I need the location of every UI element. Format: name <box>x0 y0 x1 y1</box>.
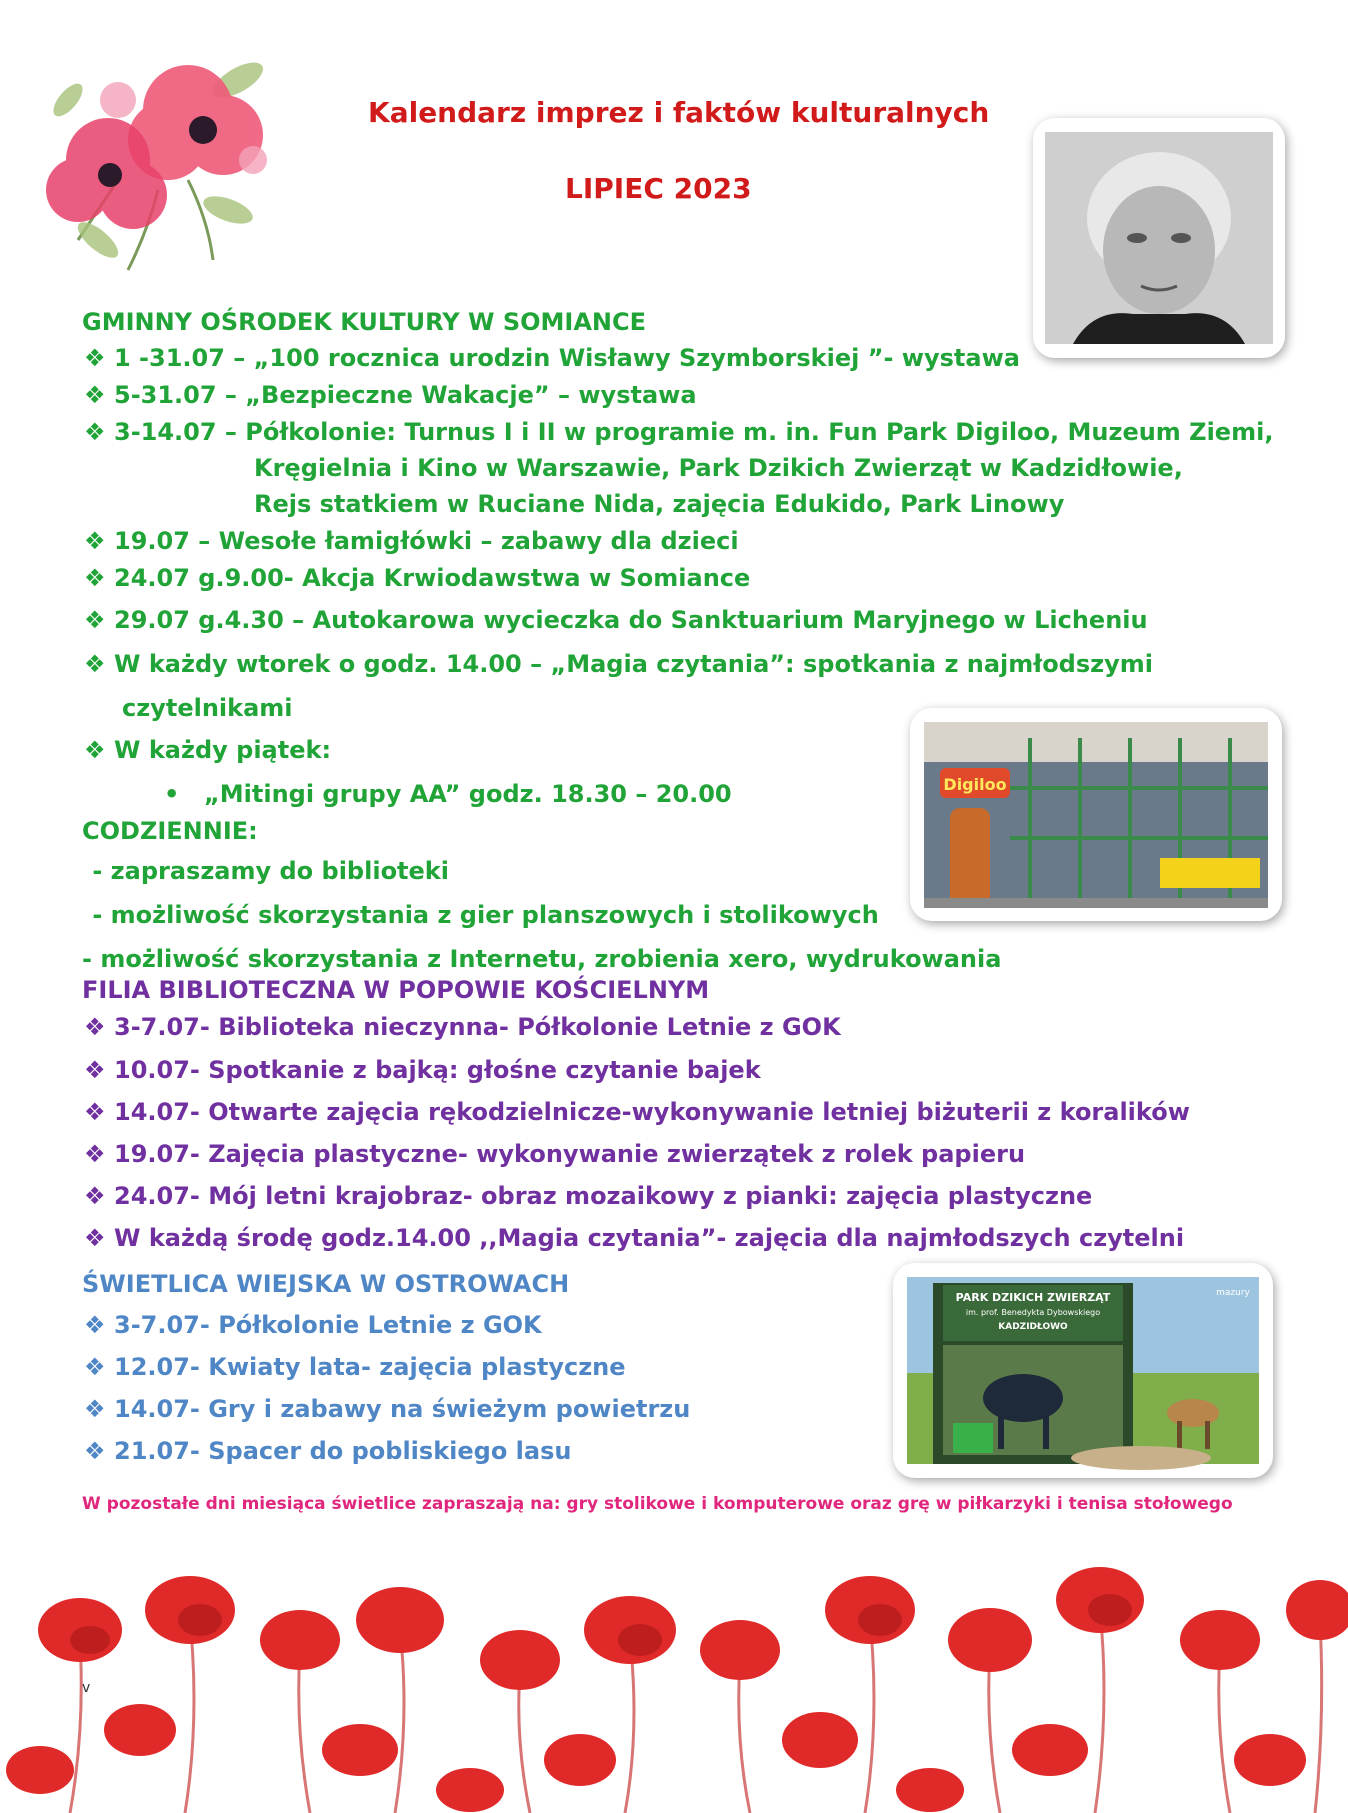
list-item: ❖ W każdy wtorek o godz. 14.00 – „Magia czytania”: spotkania z najmłodszymi <box>84 650 1153 678</box>
portrait-photo <box>1033 118 1285 358</box>
diamond-bullet-icon: ❖ <box>84 1224 106 1252</box>
list-item-continuation: Kręgielnia i Kino w Warszawie, Park Dzikich Zwierząt w Kadzidłowie, <box>254 454 1183 482</box>
list-item-continuation: Rejs statkiem w Ruciane Nida, zajęcia Edukido, Park Linowy <box>254 490 1065 518</box>
diamond-bullet-icon: ❖ <box>84 1182 106 1210</box>
page-subtitle: LIPIEC 2023 <box>565 172 752 205</box>
park-sign-title: PARK DZIKICH ZWIERZĄT <box>955 1291 1111 1304</box>
diamond-bullet-icon: ❖ <box>84 344 106 372</box>
list-item: - możliwość skorzystania z Internetu, zrobienia xero, wydrukowania <box>82 945 1002 973</box>
list-item: ❖ 19.07 – Wesołe łamigłówki – zabawy dla dzieci <box>84 527 739 555</box>
footer-note: W pozostałe dni miesiąca świetlice zapraszają na: gry stolikowe i komputerowe oraz grę w piłkarzyki i tenisa stołowego <box>82 1494 1233 1514</box>
diamond-bullet-icon: ❖ <box>84 418 106 446</box>
diamond-bullet-icon: ❖ <box>84 1311 106 1339</box>
diamond-bullet-icon: ❖ <box>84 527 106 555</box>
list-item: ❖ 3-14.07 – Półkolonie: Turnus I i II w programie m. in. Fun Park Digiloo, Muzeum Ziemi, <box>84 418 1274 446</box>
park-sign-subtitle: im. prof. Benedykta Dybowskiego <box>965 1308 1101 1317</box>
diamond-bullet-icon: ❖ <box>84 650 106 678</box>
list-item: ❖ 3-7.07- Półkolonie Letnie z GOK <box>84 1311 542 1339</box>
section-heading-daily: CODZIENNIE: <box>82 817 258 845</box>
playground-photo <box>910 708 1282 921</box>
playground-sign-text: Digiloo <box>943 775 1007 794</box>
page-title: Kalendarz imprez i faktów kulturalnych <box>368 96 990 129</box>
list-item: ❖ 21.07- Spacer do pobliskiego lasu <box>84 1437 572 1465</box>
diamond-bullet-icon: ❖ <box>84 1013 106 1041</box>
park-brand: mazury <box>1216 1288 1250 1298</box>
diamond-bullet-icon: ❖ <box>84 1098 106 1126</box>
list-item: ❖ 3-7.07- Biblioteka nieczynna- Półkolonie Letnie z GOK <box>84 1013 841 1041</box>
list-item: ❖ 14.07- Otwarte zajęcia rękodzielnicze-wykonywanie letniej biżuterii z koralików <box>84 1098 1190 1126</box>
list-item: - zapraszamy do biblioteki <box>84 857 449 885</box>
list-item: ❖ 19.07- Zajęcia plastyczne- wykonywanie zwierzątek z rolek papieru <box>84 1140 1026 1168</box>
section-heading-gok: GMINNY OŚRODEK KULTURY W SOMIANCE <box>82 308 646 336</box>
section-heading-filia: FILIA BIBLIOTECZNA W POPOWIE KOŚCIELNYM <box>82 976 710 1004</box>
list-item: ❖ W każdą środę godz.14.00 ,,Magia czytania”- zajęcia dla najmłodszych czytelni <box>84 1224 1185 1252</box>
diamond-bullet-icon: ❖ <box>84 381 106 409</box>
diamond-bullet-icon: ❖ <box>84 1437 106 1465</box>
list-item-continuation: czytelnikami <box>122 694 293 722</box>
list-item: ❖ 14.07- Gry i zabawy na świeżym powietrzu <box>84 1395 691 1423</box>
diamond-bullet-icon: ❖ <box>84 606 106 634</box>
list-item: ❖ 1 -31.07 – „100 rocznica urodzin Wisławy Szymborskiej ”- wystawa <box>84 344 1020 372</box>
diamond-bullet-icon: ❖ <box>84 1395 106 1423</box>
corner-mark: v <box>82 1680 91 1696</box>
diamond-bullet-icon: ❖ <box>84 1056 106 1084</box>
diamond-bullet-icon: ❖ <box>84 736 106 764</box>
diamond-bullet-icon: ❖ <box>84 1140 106 1168</box>
diamond-bullet-icon: ❖ <box>84 1353 106 1381</box>
list-item: ❖ 24.07 g.9.00- Akcja Krwiodawstwa w Somiance <box>84 564 751 592</box>
section-heading-swietlica: ŚWIETLICA WIEJSKA W OSTROWACH <box>82 1270 570 1298</box>
park-photo <box>893 1263 1273 1478</box>
diamond-bullet-icon: ❖ <box>84 564 106 592</box>
sub-list-item: • „Mitingi grupy AA” godz. 18.30 – 20.00 <box>164 780 732 808</box>
list-item: ❖ W każdy piątek: <box>84 736 332 764</box>
park-sign-place: KADZIDŁOWO <box>998 1322 1068 1332</box>
poppy-field-icon <box>0 1560 1348 1813</box>
flower-bouquet-icon <box>38 40 288 275</box>
list-item: ❖ 5-31.07 – „Bezpieczne Wakacje” – wystawa <box>84 381 697 409</box>
list-item: - możliwość skorzystania z gier planszowych i stolikowych <box>84 901 879 929</box>
list-item: ❖ 24.07- Mój letni krajobraz- obraz mozaikowy z pianki: zajęcia plastyczne <box>84 1182 1093 1210</box>
list-item: ❖ 12.07- Kwiaty lata- zajęcia plastyczne <box>84 1353 626 1381</box>
list-item: ❖ 10.07- Spotkanie z bajką: głośne czytanie bajek <box>84 1056 761 1084</box>
dot-bullet-icon: • <box>164 780 180 808</box>
list-item: ❖ 29.07 g.4.30 – Autokarowa wycieczka do Sanktuarium Maryjnego w Licheniu <box>84 606 1148 634</box>
